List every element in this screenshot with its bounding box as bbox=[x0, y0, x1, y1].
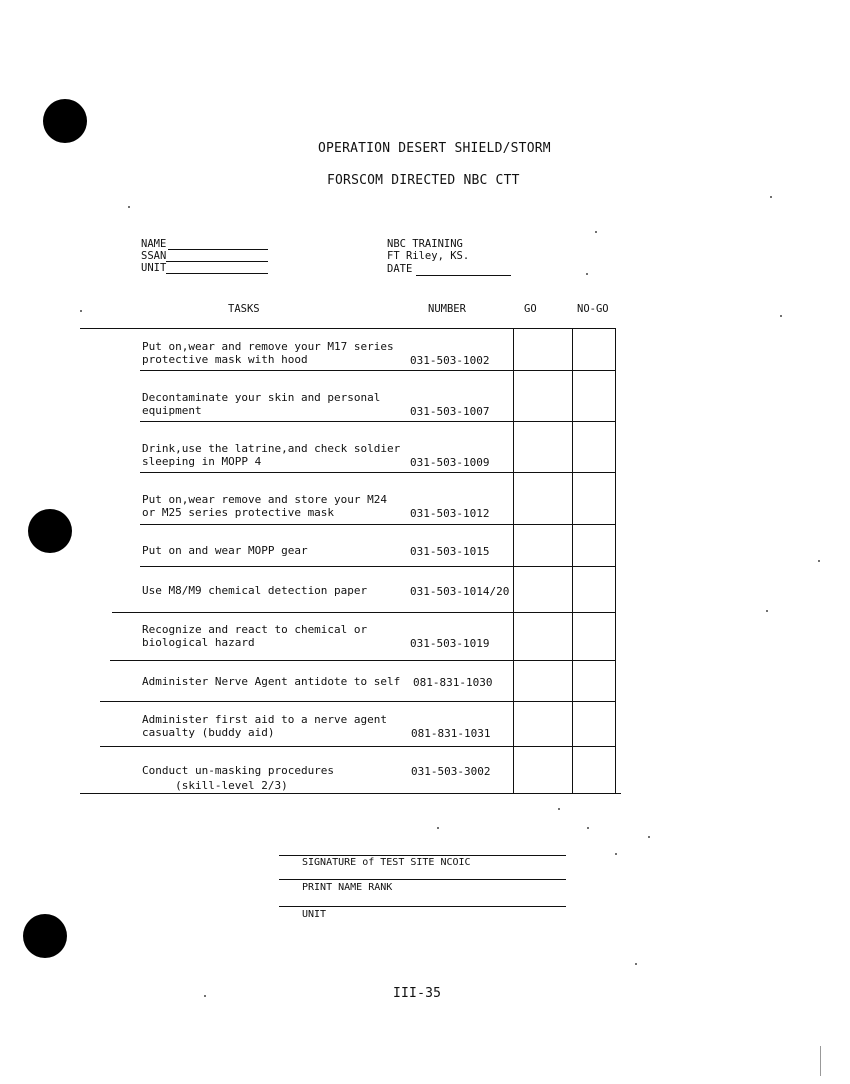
task-row-1-line1: Put on,wear and remove your M17 series bbox=[142, 340, 394, 353]
task-row-6-line1: Use M8/M9 chemical detection paper bbox=[142, 584, 368, 597]
task-row-8-line1: Administer Nerve Agent antidote to self bbox=[142, 675, 401, 688]
scan-speck bbox=[780, 315, 782, 317]
task-row-6-number: 031-503-1014/20 bbox=[410, 585, 510, 598]
task-row-3-line2: sleeping in MOPP 4 bbox=[142, 455, 262, 468]
page-number: III-35 bbox=[393, 986, 442, 1001]
field-name-label: NAME bbox=[141, 238, 167, 250]
binder-hole-bottom bbox=[23, 914, 67, 958]
scan-speck bbox=[648, 836, 650, 838]
row-divider bbox=[100, 746, 616, 747]
signature-label: SIGNATURE of TEST SITE NCOIC bbox=[302, 857, 471, 868]
go-column-left-border bbox=[513, 328, 514, 793]
scan-speck bbox=[635, 963, 637, 965]
row-divider bbox=[112, 612, 616, 613]
task-row-7-line1: Recognize and react to chemical or bbox=[142, 623, 368, 636]
field-unit-label: UNIT bbox=[141, 262, 167, 274]
binder-hole-top bbox=[43, 99, 87, 143]
document-subtitle: FORSCOM DIRECTED NBC CTT bbox=[327, 173, 520, 188]
column-header-go: GO bbox=[524, 303, 537, 315]
row-divider bbox=[140, 524, 616, 525]
task-row-10-line2: (skill-level 2/3) bbox=[142, 779, 288, 792]
row-divider bbox=[140, 421, 616, 422]
task-row-4-number: 031-503-1012 bbox=[410, 507, 490, 520]
task-row-4-line2: or M25 series protective mask bbox=[142, 506, 335, 519]
task-row-1-number: 031-503-1002 bbox=[410, 354, 490, 367]
table-bottom-rule bbox=[80, 793, 621, 794]
row-divider bbox=[140, 472, 616, 473]
scan-speck bbox=[128, 206, 130, 208]
document-title: OPERATION DESERT SHIELD/STORM bbox=[318, 141, 551, 156]
field-ssan-line[interactable] bbox=[166, 261, 268, 262]
scan-speck bbox=[595, 231, 597, 233]
signature-line[interactable] bbox=[279, 855, 566, 856]
location-label: FT Riley, KS. bbox=[387, 250, 470, 262]
scan-speck bbox=[586, 273, 588, 275]
unit-label: UNIT bbox=[302, 909, 327, 920]
scan-speck bbox=[437, 827, 439, 829]
field-name-line[interactable] bbox=[168, 249, 268, 250]
scan-speck bbox=[587, 827, 589, 829]
task-row-3-line1: Drink,use the latrine,and check soldier bbox=[142, 442, 401, 455]
date-label: DATE bbox=[387, 263, 413, 275]
row-divider bbox=[110, 660, 616, 661]
column-header-tasks: TASKS bbox=[228, 303, 260, 315]
field-unit-line[interactable] bbox=[166, 273, 268, 274]
scan-speck bbox=[766, 610, 768, 612]
scan-edge-mark bbox=[820, 1046, 821, 1076]
field-ssan-label: SSAN bbox=[141, 250, 167, 262]
task-row-2-line1: Decontaminate your skin and personal bbox=[142, 391, 381, 404]
task-row-9-number: 081-831-1031 bbox=[411, 727, 491, 740]
row-divider bbox=[140, 566, 616, 567]
task-row-5-line1: Put on and wear MOPP gear bbox=[142, 544, 308, 557]
task-row-7-line2: biological hazard bbox=[142, 636, 255, 649]
task-row-4-line1: Put on,wear remove and store your M24 bbox=[142, 493, 388, 506]
table-top-rule bbox=[80, 328, 616, 329]
training-label: NBC TRAINING bbox=[387, 238, 463, 250]
task-row-10-number: 031-503-3002 bbox=[411, 765, 491, 778]
task-row-7-number: 031-503-1019 bbox=[410, 637, 490, 650]
task-row-9-line1: Administer first aid to a nerve agent bbox=[142, 713, 388, 726]
task-row-1-line2: protective mask with hood bbox=[142, 353, 308, 366]
unit-line[interactable] bbox=[279, 906, 566, 907]
scan-speck bbox=[818, 560, 820, 562]
scan-speck bbox=[80, 310, 82, 312]
task-row-8-number: 081-831-1030 bbox=[413, 676, 493, 689]
scan-speck bbox=[558, 808, 560, 810]
go-column-right-border bbox=[572, 328, 573, 793]
binder-hole-middle bbox=[28, 509, 72, 553]
scan-speck bbox=[615, 853, 617, 855]
task-row-10-line1: Conduct un-masking procedures bbox=[142, 764, 335, 777]
column-header-number: NUMBER bbox=[428, 303, 466, 315]
column-header-nogo: NO-GO bbox=[577, 303, 609, 315]
task-row-3-number: 031-503-1009 bbox=[410, 456, 490, 469]
row-divider bbox=[140, 370, 616, 371]
date-line[interactable] bbox=[416, 275, 511, 276]
nogo-column-right-border bbox=[615, 328, 616, 793]
print-name-rank-label: PRINT NAME RANK bbox=[302, 882, 393, 893]
task-row-2-line2: equipment bbox=[142, 404, 202, 417]
task-row-9-line2: casualty (buddy aid) bbox=[142, 726, 275, 739]
row-divider bbox=[100, 701, 616, 702]
task-row-2-number: 031-503-1007 bbox=[410, 405, 490, 418]
print-name-line[interactable] bbox=[279, 879, 566, 880]
task-row-5-number: 031-503-1015 bbox=[410, 545, 490, 558]
scan-speck bbox=[770, 196, 772, 198]
scan-speck bbox=[204, 995, 206, 997]
